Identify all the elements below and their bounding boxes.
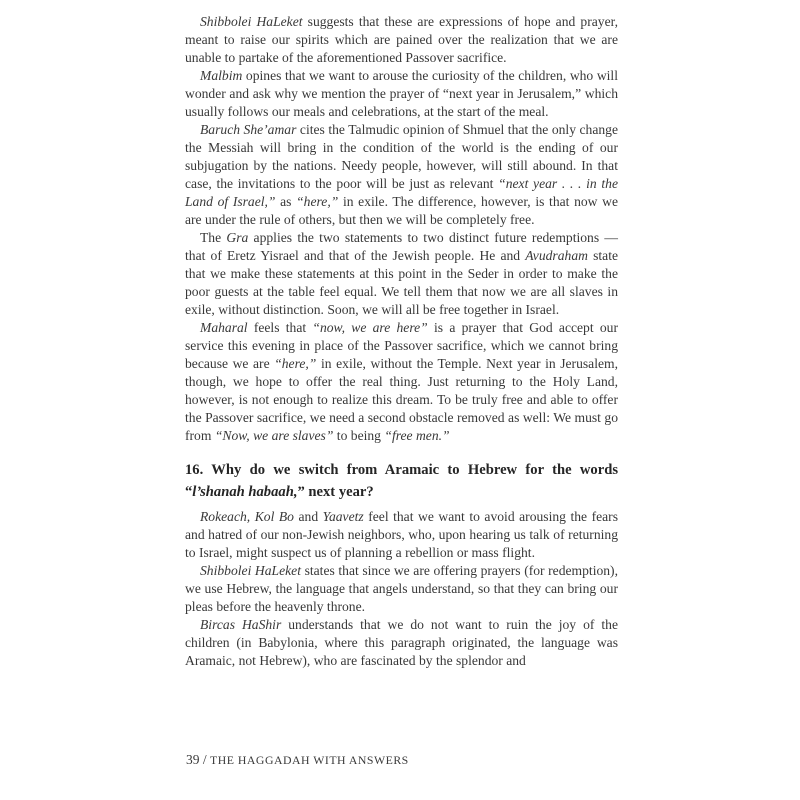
italic-run: Avudraham bbox=[525, 248, 588, 263]
body-paragraph bbox=[185, 121, 618, 229]
body-paragraph bbox=[185, 562, 618, 616]
footer-book-title: THE HAGGADAH WITH ANSWERS bbox=[210, 753, 409, 767]
italic-run: “now, we are here” bbox=[312, 320, 428, 335]
body-paragraph bbox=[185, 67, 618, 121]
page-footer bbox=[186, 752, 409, 768]
text-run: understands that we do not want to ruin the joy of the children (in Babylonia, where this paragraph originated, the language was Aramaic, not Hebrew), who are fascinated by the splendor and bbox=[185, 617, 618, 668]
italic-run: “free men.” bbox=[384, 428, 450, 443]
page-body bbox=[185, 13, 618, 670]
text-run: The bbox=[200, 230, 227, 245]
text-run: opines that we want to arouse the curiosity of the children, who will wonder and ask why we mention the prayer of “next year in Jerusalem,” which usually follows our meals and celebrations, at the start of the meal. bbox=[185, 68, 618, 119]
body-paragraph bbox=[185, 508, 618, 562]
italic-run: l’shanah habaah, bbox=[192, 484, 298, 500]
body-paragraph bbox=[185, 616, 618, 670]
text-run: cites the Talmudic opinion of Shmuel that the only change the Messiah will bring in the condition of the world is the ending of our subjugation by the nations. Needy people, however, will still abound. In that case, the invitations to the poor will be just as relevant bbox=[185, 122, 618, 191]
italic-run: Bircas HaShir bbox=[200, 617, 282, 632]
text-run: applies the two statements to two distinct future redemptions — that of Eretz Yisrael and that of the Jewish people. He and bbox=[185, 230, 618, 263]
text-run: as bbox=[275, 194, 297, 209]
italic-run: Maharal bbox=[200, 320, 248, 335]
italic-run: “here,” bbox=[296, 194, 339, 209]
text-run: suggests that these are expressions of hope and prayer, meant to raise our spirits which are pained over the realization that we are unable to partake of the aforementioned Passover sacrifice. bbox=[185, 14, 618, 65]
italic-run: Shibbolei HaLeket bbox=[200, 563, 301, 578]
footer-page-number: 39 bbox=[186, 752, 200, 767]
italic-run: Yaavetz bbox=[322, 509, 364, 524]
body-paragraph bbox=[185, 319, 618, 445]
body-paragraph bbox=[185, 229, 618, 319]
text-run: state that we make these statements at this point in the Seder in order to make the poor guests at the table feel equal. We tell them that now we are all slaves in exile, without distinction. Soon, we will all be free together in Israel. bbox=[185, 248, 618, 317]
body-paragraph bbox=[185, 13, 618, 67]
text-run: is a prayer that God accept our service this evening in place of the Passover sacrifice, which we cannot bring because we are bbox=[185, 320, 618, 371]
italic-run: “next year . . . in the Land of Israel,” bbox=[185, 176, 618, 209]
footer-separator: / bbox=[199, 752, 211, 767]
italic-run: Baruch She’amar bbox=[200, 122, 297, 137]
italic-run: Gra bbox=[226, 230, 249, 245]
italic-run: “Now, we are slaves” bbox=[214, 428, 334, 443]
text-run: 16. Why do we switch from Aramaic to Hebrew for the words “ bbox=[185, 462, 618, 500]
italic-run: “here,” bbox=[274, 356, 317, 371]
italic-run: Shibbolei HaLeket bbox=[200, 14, 303, 29]
text-run: and bbox=[293, 509, 323, 524]
section-heading bbox=[185, 459, 618, 503]
text-run: states that since we are offering prayers (for redemption), we use Hebrew, the language that angels understand, so that they can bring our pleas before the heavenly throne. bbox=[185, 563, 618, 614]
text-run: feels that bbox=[247, 320, 313, 335]
text-run: feel that we want to avoid arousing the fears and hatred of our non-Jewish neighbors, who, upon hearing us talk of returning to Israel, might suspect us of planning a rebellion or mass flight. bbox=[185, 509, 618, 560]
italic-run: Malbim bbox=[200, 68, 243, 83]
italic-run: Rokeach, Kol Bo bbox=[200, 509, 294, 524]
text-run: in exile, without the Temple. Next year in Jerusalem, though, we hope to offer the real thing. Just returning to the Holy Land, however, is not enough to realize this dream. To be truly free and able to offer the Passover sacrifice, we need a second obstacle removed as well: We must go from bbox=[185, 356, 618, 443]
text-run: to being bbox=[333, 428, 385, 443]
text-run: ” next year? bbox=[297, 484, 374, 500]
text-run: in exile. The difference, however, is that now we are under the rule of others, but then we will be completely free. bbox=[185, 194, 618, 227]
